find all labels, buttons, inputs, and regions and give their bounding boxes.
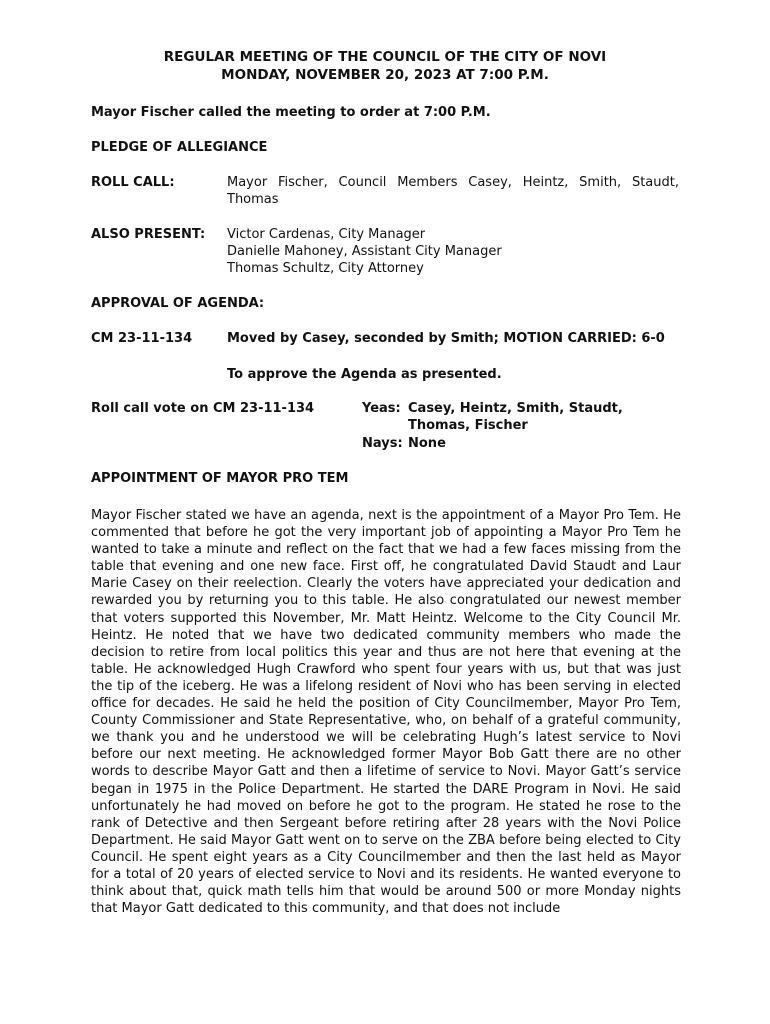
motion-purpose: To approve the Agenda as presented. bbox=[227, 367, 502, 382]
roll-call-value: Mayor Fischer, Council Members Casey, Heintz, Smith, Staudt, Thomas bbox=[227, 175, 679, 207]
roll-call-label: ROLL CALL: bbox=[91, 175, 175, 190]
also-present-person: Victor Cardenas, City Manager bbox=[227, 227, 426, 242]
motion-id: CM 23-11-134 bbox=[91, 331, 193, 346]
approval-heading: APPROVAL OF AGENDA: bbox=[91, 296, 265, 311]
document-title-line1: REGULAR MEETING OF THE COUNCIL OF THE CITY OF NOVI bbox=[163, 49, 607, 65]
call-to-order: Mayor Fischer called the meeting to order at 7:00 P.M. bbox=[91, 105, 491, 120]
document-title-line2: MONDAY, NOVEMBER 20, 2023 AT 7:00 P.M. bbox=[221, 67, 549, 83]
appointment-heading: APPOINTMENT OF MAYOR PRO TEM bbox=[91, 471, 349, 486]
also-present-person: Danielle Mahoney, Assistant City Manager bbox=[227, 244, 502, 259]
also-present-person: Thomas Schultz, City Attorney bbox=[227, 261, 424, 276]
appointment-paragraph: Mayor Fischer stated we have an agenda, next is the appointment of a Mayor Pro Tem. He commented that before he got the very important job of appointing a Mayor Pro Tem he wanted to take a minute and reflect on the fact that we had a few faces missing from the table that evening and one new face. First off, he congratulated David Staudt and Laur Marie Casey on their reelection. Clearly the voters have appreciated your dedication and rewarded you by returning you to this table. He also congratulated our newest member that voters supported this November, Mr. Matt Heintz. Welcome to the City Council Mr. Heintz. He noted that we have two dedicated community members who made the decision to retire from local politics this year and thus are not here that evening at the table. He acknowledged Hugh Crawford who spent four years with us, but that was just the tip of the iceberg. He was a lifelong resident of Novi who has been serving in elected office for decades. He said he held the position of City Councilmember, Mayor Pro Tem, County Commissioner and State Representative, who, on behalf of a grateful community, we thank you and he understood we will be celebrating Hugh’s latest service to Novi before our next meeting. He acknowledged former Mayor Bob Gatt there are no other words to describe Mayor Gatt and then a lifetime of service to Novi. Mayor Gatt’s service began in 1975 in the Police Department. He started the DARE Program in Novi. He said unfortunately he had moved on before he got to the program. He stated he rose to the rank of Detective and then Sergeant before retiring after 28 years with the Novi Police Department. He said Mayor Gatt went on to serve on the ZBA before being elected to City Council. He spent eight years as a City Councilmember and then the last held as Mayor for a total of 20 years of elected service to Novi and its residents. He wanted everyone to think about that, quick math tells him that would be around 500 or more Monday nights that Mayor Gatt dedicated to this community, and that does not include bbox=[91, 508, 681, 917]
nays-label: Nays: bbox=[362, 436, 403, 451]
nays-value: None bbox=[408, 436, 446, 451]
yeas-label: Yeas: bbox=[362, 401, 401, 416]
pledge-heading: PLEDGE OF ALLEGIANCE bbox=[91, 140, 268, 155]
roll-vote-label: Roll call vote on CM 23-11-134 bbox=[91, 401, 315, 416]
motion-text: Moved by Casey, seconded by Smith; MOTION CARRIED: 6-0 bbox=[227, 331, 665, 346]
also-present-label: ALSO PRESENT: bbox=[91, 227, 206, 242]
yeas-value: Casey, Heintz, Smith, Staudt, Thomas, Fischer bbox=[408, 401, 623, 433]
